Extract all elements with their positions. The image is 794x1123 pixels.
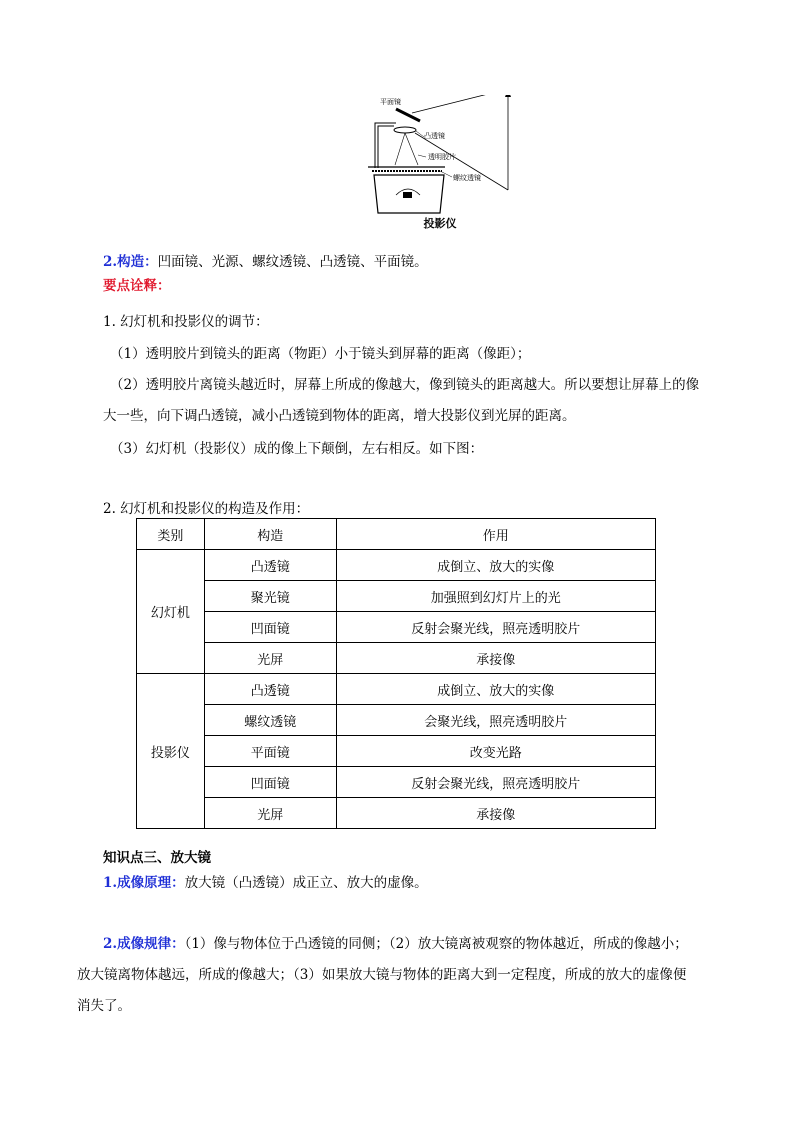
rule-line-1: [103, 932, 688, 952]
film-label: 透明胶片: [428, 153, 456, 161]
convex-lens-label: 凸透镜: [424, 132, 445, 140]
plane-mirror-label: 平面镜: [380, 98, 401, 106]
function-cell: 承接像: [336, 798, 655, 829]
table-row: [137, 550, 656, 581]
adjustment-point-1: （1）透明胶片到镜头的距离（物距）小于镜头到屏幕的距离（像距）；: [110, 346, 531, 362]
adjustment-point-2a: （2）透明胶片离镜头越近时，屏幕上所成的像越大，像到镜头的距离越大。所以要想让屏幕上的像: [110, 377, 700, 393]
part-cell: 凸透镜: [204, 674, 336, 705]
function-cell: 会聚光线，照亮透明胶片: [336, 705, 655, 736]
principle-label: 1.成像原理：: [103, 875, 185, 891]
structure-number: 2.: [103, 254, 118, 270]
part-cell: 凹面镜: [204, 612, 336, 643]
components-table: [136, 518, 656, 829]
function-cell: 反射会聚光线，照亮透明胶片: [336, 612, 655, 643]
fresnel-lens-label: 螺纹透镜: [453, 174, 481, 182]
magnifier-heading: 知识点三、放大镜: [103, 850, 211, 866]
table-heading: 2. 幻灯机和投影仪的构造及作用：: [103, 501, 310, 517]
table-row: [137, 736, 656, 767]
rule-text-1: （1）像与物体位于凸透镜的同侧；（2）放大镜离被观察的物体越近，所成的像越小；: [184, 936, 688, 952]
structure-text: 凹面镜、光源、螺纹透镜、凸透镜、平面镜。: [157, 254, 428, 270]
adjustment-point-3: （3）幻灯机（投影仪）成的像上下颠倒，左右相反。如下图：: [110, 441, 484, 457]
header-part: 构造: [204, 519, 336, 550]
table-row: [137, 643, 656, 674]
function-cell: 成倒立、放大的实像: [336, 674, 655, 705]
part-cell: 光屏: [204, 798, 336, 829]
part-cell: 凹面镜: [204, 767, 336, 798]
table-row: [137, 612, 656, 643]
key-points-title: 要点诠释：: [103, 278, 171, 294]
rule-label: 2.成像规律：: [103, 936, 185, 952]
part-cell: 螺纹透镜: [204, 705, 336, 736]
rule-line-3: 消失了。: [77, 998, 131, 1014]
adjustment-heading: 1. 幻灯机和投影仪的调节：: [103, 314, 269, 330]
structure-line: [103, 250, 428, 270]
function-cell: 成倒立、放大的实像: [336, 550, 655, 581]
structure-title: 构造：: [117, 254, 158, 270]
part-cell: 平面镜: [204, 736, 336, 767]
table-header-row: [137, 519, 656, 550]
category-cell: 投影仪: [137, 674, 205, 829]
function-cell: 承接像: [336, 643, 655, 674]
function-cell: 加强照到幻灯片上的光: [336, 581, 655, 612]
adjustment-point-2b: 大一些，向下调凸透镜，减小凸透镜到物体的距离，增大投影仪到光屏的距离。: [103, 408, 576, 424]
projector-figure: [360, 95, 520, 240]
rule-line-2: 放大镜离物体越远，所成的像越大；（3）如果放大镜与物体的距离大到一定程度，所成的放大的虚像便: [77, 967, 687, 983]
part-cell: 聚光镜: [204, 581, 336, 612]
table-row: [137, 705, 656, 736]
header-function: 作用: [336, 519, 655, 550]
figure-caption: 投影仪: [423, 217, 457, 230]
table-row: [137, 767, 656, 798]
table-row: [137, 798, 656, 829]
table-row: [137, 581, 656, 612]
function-cell: 反射会聚光线，照亮透明胶片: [336, 767, 655, 798]
principle-line: [103, 871, 428, 891]
header-category: 类别: [137, 519, 205, 550]
category-cell: 幻灯机: [137, 550, 205, 674]
part-cell: 凸透镜: [204, 550, 336, 581]
function-cell: 改变光路: [336, 736, 655, 767]
principle-text: 放大镜（凸透镜）成正立、放大的虚像。: [184, 875, 428, 891]
table-row: [137, 674, 656, 705]
part-cell: 光屏: [204, 643, 336, 674]
